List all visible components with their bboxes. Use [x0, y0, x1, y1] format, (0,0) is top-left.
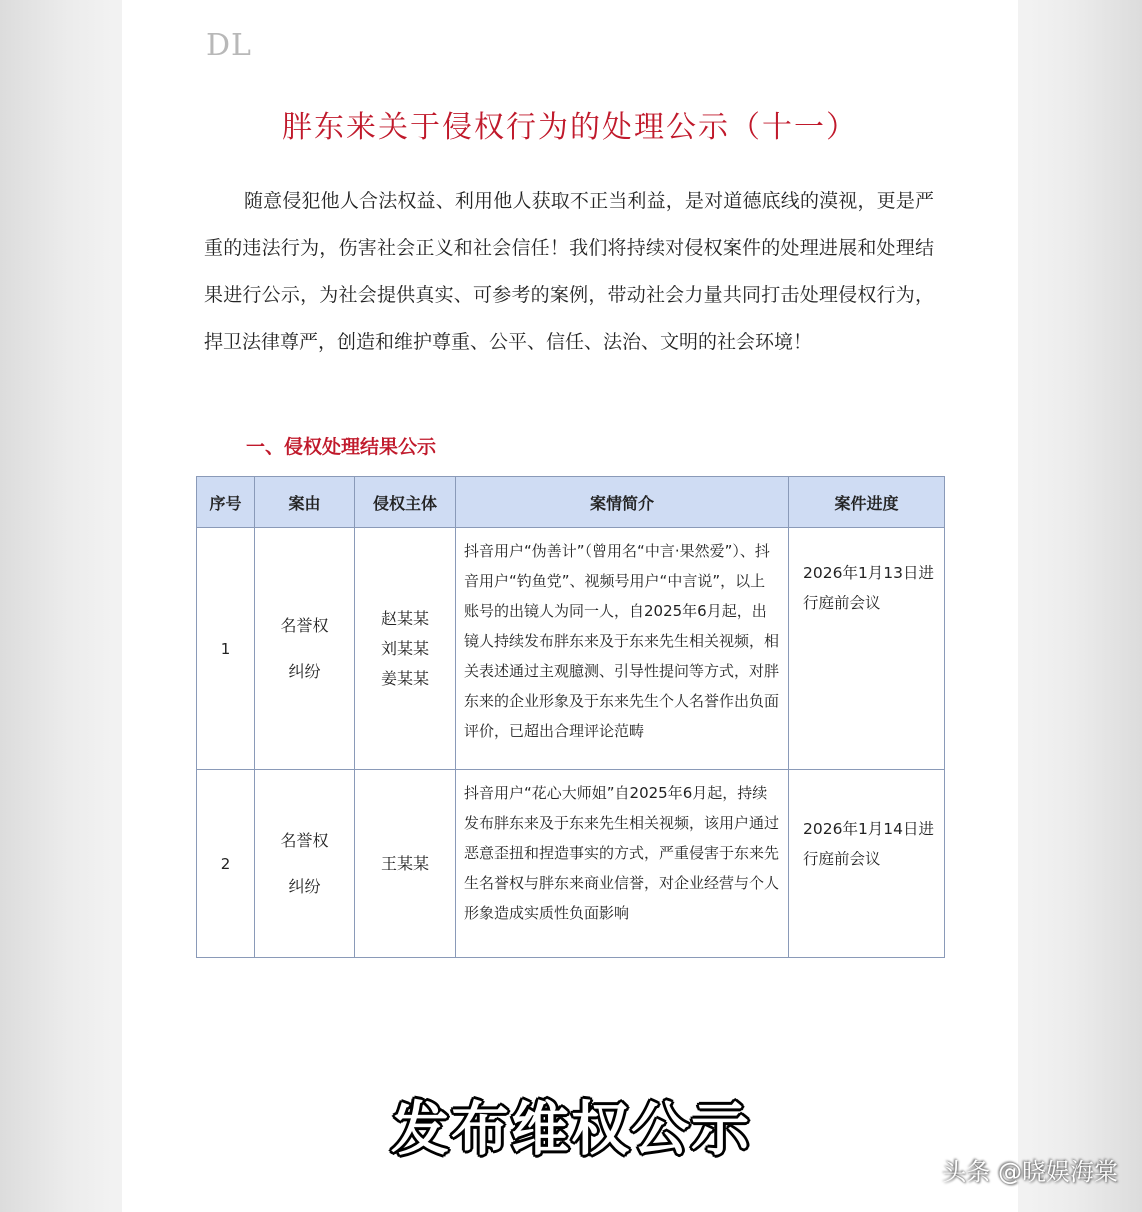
intro-paragraph: 随意侵犯他人合法权益、利用他人获取不正当利益，是对道德底线的漠视，更是严重的违法行为，伤害社会正义和社会信任！我们将持续对侵权案件的处理进展和处理结果进行公示，为社会提供真实、可参考的案例，带动社会力量共同打击处理侵权行为，捍卫法律尊严，创造和维护尊重、公平、信任、法治、文明的社会环境！: [204, 190, 934, 353]
case-cause-line: 纠纷: [288, 876, 321, 896]
case-cause-line: 名誉权: [280, 615, 329, 635]
video-caption: 发布维权公示: [390, 1095, 751, 1163]
case-cause: [255, 528, 355, 770]
party-name: 赵某某: [380, 608, 429, 628]
case-cause: [255, 770, 355, 958]
case-description: 抖音用户“花心大师姐”自2025年6月起，持续发布胖东来及于东来先生相关视频，该用户通过恶意歪扭和捏造事实的方式，严重侵害于东来先生名誉权与胖东来商业信誉，对企业经营与个人形象造成实质性负面影响: [456, 770, 789, 958]
case-cause-line: 名誉权: [280, 830, 329, 850]
table-header-row: [197, 477, 945, 528]
party-name: 刘某某: [380, 638, 429, 658]
case-description: 抖音用户“伪善计”（曾用名“中言·果然爱”）、抖音用户“钓鱼党”、视频号用户“中言说”，以上账号的出镜人为同一人，自2025年6月起，出镜人持续发布胖东来及于东来先生相关视频，相关表述通过主观臆测、引导性提问等方式，对胖东来的企业形象及于东来先生个人名誉作出负面评价，已超出合理评论范畴: [456, 528, 789, 770]
party-name: 姜某某: [380, 668, 429, 688]
row-number: 1: [197, 528, 255, 770]
case-progress: 2026年1月13日进行庭前会议: [789, 528, 945, 770]
case-progress: 2026年1月14日进行庭前会议: [789, 770, 945, 958]
source-watermark: 头条 @晓娱海棠: [942, 1158, 1118, 1186]
header-description: 案情简介: [456, 477, 789, 528]
section-heading: 一、侵权处理结果公示: [246, 436, 437, 458]
document-page: [122, 0, 1018, 1212]
infringing-parties: [355, 770, 456, 958]
row-number: 2: [197, 770, 255, 958]
case-cause-line: 纠纷: [288, 661, 321, 681]
header-no: 序号: [197, 477, 255, 528]
page-title: 胖东来关于侵权行为的处理公示（十一）: [282, 110, 858, 145]
table-row: [197, 528, 945, 770]
header-party: 侵权主体: [355, 477, 456, 528]
infringing-parties: [355, 528, 456, 770]
brand-logo: DL: [206, 28, 252, 63]
table-row: [197, 770, 945, 958]
header-cause: 案由: [255, 477, 355, 528]
party-name: 王某某: [380, 853, 429, 873]
header-progress: 案件进度: [789, 477, 945, 528]
case-table: [196, 476, 945, 958]
